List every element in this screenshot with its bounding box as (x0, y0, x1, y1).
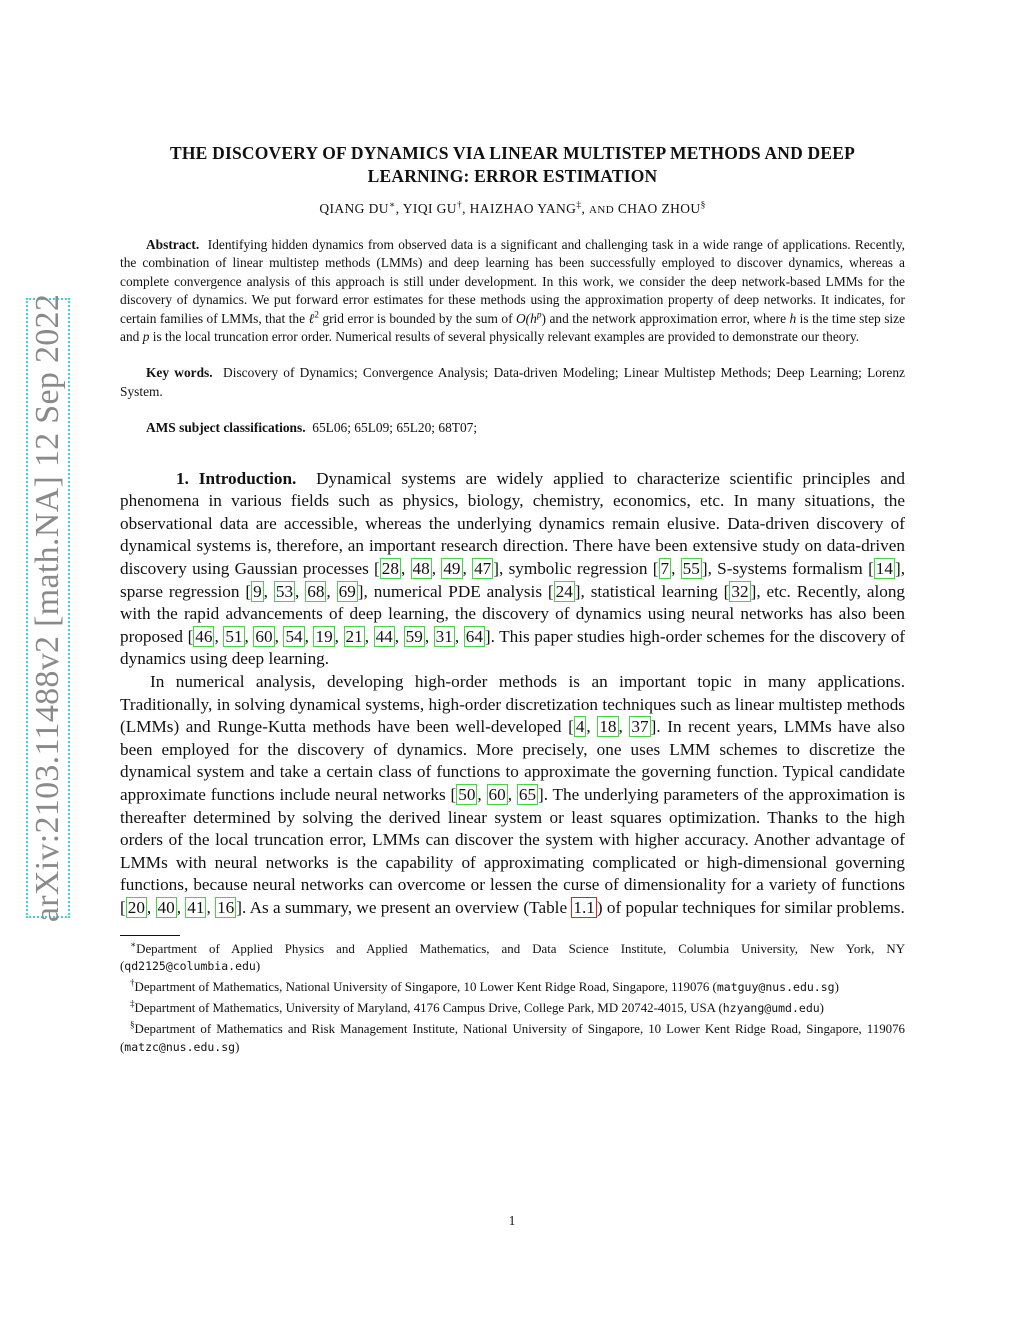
author-conjunction: AND (589, 204, 615, 216)
citation-link[interactable]: 4 (575, 717, 585, 737)
citation-link[interactable]: 14 (875, 559, 893, 579)
footnote-text: Department of Applied Physics and Applied Mathematics, and Data Science Institute, Columbia University, New York, NY ( (120, 941, 905, 973)
abstract-text: Identifying hidden dynamics from observed data is a significant and challenging task in a wide range of applications. Recently, the combination of linear multistep methods (LMMs) and deep learning has been successfully employed to discover dynamics, whereas a complete convergence analysis of this approach is still under development. In this work, we consider the deep network-based LMMs for the discovery of dynamics. We put forward error estimates for these methods using the approximation property of deep networks. It indicates, for certain families of LMMs, that the (120, 237, 905, 326)
citation-link[interactable]: 50 (458, 784, 476, 804)
citation-link[interactable]: 69 (338, 581, 356, 601)
abstract-text: is the time step size and (120, 310, 906, 345)
math-symbol: ℓ (308, 310, 315, 326)
citation-link[interactable]: 54 (285, 626, 303, 646)
table-reference-link[interactable]: 1.1 (573, 897, 595, 917)
citation-link[interactable]: 64 (465, 626, 483, 646)
math-symbol: p (142, 329, 150, 345)
citation-link[interactable]: 32 (731, 581, 749, 601)
email-link[interactable]: matzc@nus.edu.sg (124, 1039, 236, 1054)
abstract-text: grid error is bounded by the sum of (318, 310, 517, 326)
author-name: YIQI GU (402, 201, 457, 216)
citation-link[interactable]: 46 (195, 626, 213, 646)
ams-label: AMS subject classifications. (146, 420, 306, 436)
math-symbol: ) (541, 310, 546, 326)
citation-link[interactable]: 60 (255, 626, 273, 646)
intro-paragraph-2: In numerical analysis, developing high-order methods is an important topic in many applications. Traditionally, in solving dynamical systems, high-order discretization techniques such as linear multistep methods (LMMs) and Runge-Kutta methods have been well-developed [ 4 , 18 , 37 ]. In recent years, LMMs have also been employed for the discovery of dynamics. More precisely, one uses LMM schemes to discretize the dynamical system and take a certain class of functions to approximate the governing function. Typical candidate approximate functions include neural networks [ 50 , 60 , 65 ]. The underlying parameters of the approximation is thereafter determined by solving the derived linear system or least squares optimization. Thanks to the high orders of the local truncation error, LMMs can discover the system with higher accuracy. Another advantage of LMMs with neural networks is the capability of approximating complicated or high-dimensional governing functions, because neural networks can overcome or lessen the curse of dimensionality for a variety of functions [ 20 , 40 , 41 , 16 ]. As a summary, we present an overview (Table 1.1 ) of popular techniques for similar problems. (120, 672, 906, 917)
footnote (120, 941, 905, 975)
footnote-divider (120, 935, 180, 936)
abstract (120, 236, 905, 346)
citation-link[interactable]: 47 (474, 559, 492, 579)
citation-link[interactable]: 59 (405, 626, 423, 646)
body-text: ) of popular techniques for similar problems. (596, 897, 905, 917)
author-footnote-mark[interactable]: § (700, 200, 706, 211)
math-superscript: p (536, 310, 542, 321)
body-text: ], numerical PDE analysis [ (357, 581, 554, 601)
citation-link[interactable]: 41 (187, 897, 205, 917)
citation-link[interactable]: 44 (375, 626, 393, 646)
intro-paragraph-1: 1. Introduction. Dynamical systems are widely applied to characterize scientific principles and phenomena in various fields such as physics, biology, chemistry, economics, etc. In many situations, the observational data are accessible, whereas the underlying dynamics remain elusive. Data-driven discovery of dynamical systems is, therefore, an important research direction. There have been extensive study on data-driven discovery using Gaussian processes [ 28 , 48 , 49 , 47 ], symbolic regression [ 7 , 55 ], S-systems formalism [ 14 ], sparse regression [ 9 , 53 , 68 , 69 ], numerical PDE analysis [ 24 ], statistical learning [ 32 ], etc. Recently, along with the rapid advancements of deep learning, the discovery of dynamics using neural networks has also been proposed [ 46 , 51 , 60 , 54 , 19 , 21 , 44 , 59 , 31 , 64 ]. This paper studies high-order schemes for the discovery of dynamics using deep learning. (120, 468, 906, 669)
author-name: HAIZHAO YANG (469, 201, 577, 216)
math-superscript: 2 (314, 310, 319, 321)
citation-link[interactable]: 9 (253, 581, 262, 601)
ams-classifications (120, 419, 905, 437)
footnote-text: ) (819, 1001, 824, 1016)
citation-link[interactable]: 60 (488, 784, 506, 804)
math-symbol: O(h (516, 310, 537, 326)
body-text: ]. As a summary, we present an overview (Table (236, 897, 572, 917)
footnote (120, 979, 905, 996)
author-footnote-mark[interactable]: ‡ (576, 200, 582, 211)
citation-link[interactable]: 48 (412, 559, 430, 579)
paper-title: THE DISCOVERY OF DYNAMICS VIA LINEAR MULTISTEP METHODS AND DEEP LEARNING: ERROR ESTIMATION (169, 143, 856, 186)
citation-link[interactable]: 68 (307, 581, 325, 601)
citation-link[interactable]: 18 (599, 717, 617, 737)
citation-link[interactable]: 65 (518, 784, 537, 804)
body-text: In numerical analysis, developing high-order methods is an important topic in many applications. Traditionally, in solving dynamical systems, high-order discretization techniques such as linear multistep methods (LMMs) and Runge-Kutta methods have been well-developed [ (120, 672, 905, 737)
footnote-mark: ‡ (130, 998, 135, 1009)
footnote (120, 1021, 905, 1055)
citation-link[interactable]: 40 (157, 897, 175, 917)
footnote-mark: § (130, 1020, 135, 1031)
footnotes (120, 941, 905, 1056)
citation-link[interactable]: 55 (682, 559, 700, 579)
section-heading: 1. Introduction. (176, 468, 297, 488)
citation-link[interactable]: 49 (443, 559, 461, 579)
citation-link[interactable]: 51 (225, 626, 243, 646)
footnote-text: Department of Mathematics, National University of Singapore, 10 Lower Kent Ridge Road, Singapore, 119076 ( (134, 979, 717, 994)
body-text: ], etc. Recently, along with the rapid advancements of deep learning, the discovery of dynamics using neural networks has also been proposed [ (120, 581, 906, 646)
footnote-mark: † (130, 977, 135, 988)
footnote (120, 1000, 905, 1017)
citation-link[interactable]: 19 (315, 626, 333, 646)
citation-link[interactable]: 21 (345, 626, 363, 646)
footnote-text: ) (255, 958, 261, 973)
author-name: QIANG DU (319, 201, 389, 216)
citation-link[interactable]: 16 (217, 897, 235, 917)
keywords-label: Key words. (146, 365, 213, 381)
arxiv-stamp[interactable]: arXiv:2103.11488v2 [math.NA] 12 Sep 2022 (26, 298, 70, 918)
body-text: ]. This paper studies high-order schemes for the discovery of dynamics using deep learning. (120, 626, 906, 669)
body-text: ], symbolic regression [ (493, 559, 659, 579)
footnote-text: Department of Mathematics, University of Maryland, 4176 Campus Drive, College Park, MD 20742-4015, USA ( (134, 1001, 723, 1016)
body-text: ], sparse regression [ (120, 559, 906, 601)
citation-link[interactable]: 7 (660, 559, 670, 579)
author-footnote-mark[interactable]: ∗ (388, 200, 396, 211)
abstract-label: Abstract. (146, 237, 200, 252)
author-footnote-mark[interactable]: † (456, 200, 463, 211)
email-link[interactable]: matguy@nus.edu.sg (716, 979, 835, 994)
body-text: ]. The underlying parameters of the approximation is thereafter determined by solving the derived linear system or least squares optimization. Thanks to the high orders of the local truncation error, LMMs can discover the system with higher accuracy. Another advantage of LMMs with neural networks is the capability of approximating complicated or high-dimensional governing functions, because neural networks can overcome or lessen the curse of dimensionality for a variety of functions [ (120, 784, 906, 917)
math-symbol: h (789, 310, 797, 326)
footnote-mark: ∗ (130, 939, 137, 950)
citation-link[interactable]: 31 (435, 626, 453, 646)
author-name: CHAO ZHOU (617, 201, 701, 216)
citation-link[interactable]: 37 (631, 717, 649, 737)
body-text: ], S-systems formalism [ (701, 559, 874, 579)
body-text: ]. In recent years, LMMs have also been employed for the discovery of dynamics. More precisely, one uses LMM schemes to discretize the dynamical system and take a certain class of functions to approximate the governing function. Typical candidate approximate functions include neural networks [ (120, 717, 905, 804)
email-link[interactable]: hzyang@umd.edu (722, 1001, 820, 1016)
footnote-text: Department of Mathematics and Risk Management Institute, National University of Singapore, 10 Lower Kent Ridge Road, Singapore, 119076 ( (120, 1022, 905, 1054)
ams-text: 65L06; 65L09; 65L20; 68T07; (312, 420, 478, 436)
body-text: ], statistical learning [ (574, 581, 730, 601)
citation-link[interactable]: 28 (381, 559, 399, 579)
citation-link[interactable]: 24 (555, 581, 573, 601)
footnote-text: ) (235, 1039, 240, 1054)
body-text: Dynamical systems are widely applied to characterize scientific principles and phenomena in various fields such as physics, biology, chemistry, economics, etc. In many situations, the observational data are accessible, whereas the underlying dynamics remain elusive. Data-driven discovery of dynamical systems is, therefore, an important research direction. There have been extensive study on data-driven discovery using Gaussian processes [ (120, 468, 906, 579)
page-number: 1 (508, 1213, 516, 1228)
author-list: QIANG DU∗, YIQI GU†, HAIZHAO YANG‡, AND CHAO ZHOU§ (319, 200, 706, 216)
keywords-text: Discovery of Dynamics; Convergence Analysis; Data-driven Modeling; Linear Multistep Methods; Deep Learning; Lorenz System. (120, 365, 905, 399)
citation-link[interactable]: 20 (127, 897, 145, 917)
page-content (120, 142, 905, 1060)
abstract-text: and the network approximation error, where (546, 310, 790, 326)
email-link[interactable]: qd2125@columbia.edu (124, 958, 256, 973)
keywords (120, 364, 905, 401)
abstract-text: is the local truncation error order. Numerical results of several physically relevant examples are provided to demonstrate our theory. (149, 329, 860, 345)
citation-link[interactable]: 53 (275, 581, 294, 601)
footnote-text: ) (834, 979, 839, 994)
